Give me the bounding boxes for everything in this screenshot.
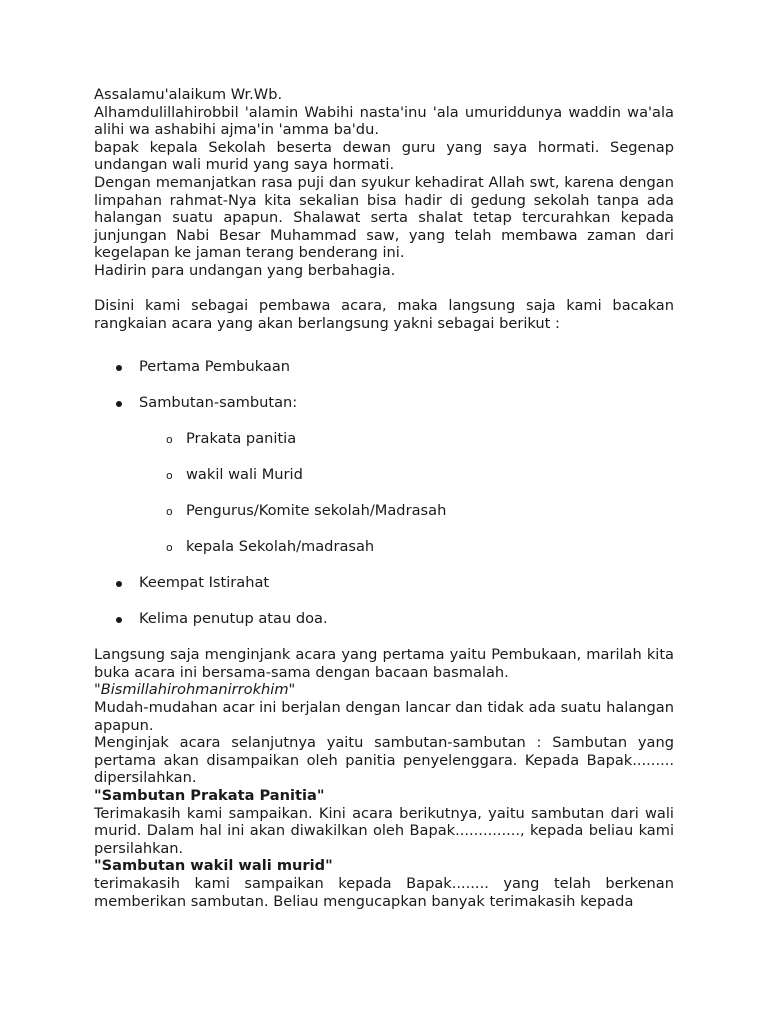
bullet-icon bbox=[116, 365, 122, 371]
greeting: Assalamu'alaikum Wr.Wb. bbox=[94, 86, 283, 103]
circle-bullet-icon: o bbox=[166, 433, 173, 447]
gratitude-paragraph: Dengan memanjatkan rasa puji dan syukur kehadirat Allah swt, karena dengan limpahan rahmat-Nya kita sekalian bisa hadir di gedung sekolah tanpa ada halangan suatu apapun. Shalawat serta shalat tetap tercurahkan kepada junjungan Nabi Besar Muhammad saw, yang telah membawa zaman dari kegelapan ke jaman terang benderang ini. bbox=[94, 173, 674, 262]
circle-bullet-icon: o bbox=[166, 541, 173, 555]
agenda-subitem bbox=[139, 502, 674, 520]
agenda-subitem-label: Pengurus/Komite sekolah/Madrasah bbox=[186, 502, 447, 520]
agenda-sublist bbox=[139, 430, 674, 556]
agenda-subitem-label: kepala Sekolah/madrasah bbox=[186, 538, 375, 556]
agenda-subitem-label: Prakata panitia bbox=[186, 430, 297, 448]
agenda-item bbox=[94, 358, 674, 376]
circle-bullet-icon: o bbox=[166, 469, 173, 483]
closing-paragraph: terimakasih kami sampaikan kepada Bapak........ yang telah berkenan memberikan sambutan. Beliau mengucapkan banyak terimakasih kepada bbox=[94, 874, 674, 910]
bullet-icon bbox=[116, 617, 122, 623]
agenda-item bbox=[94, 574, 674, 592]
circle-bullet-icon: o bbox=[166, 505, 173, 519]
thanks-paragraph: Terimakasih kami sampaikan. Kini acara berikutnya, yaitu sambutan dari wali murid. Dalam hal ini akan diwakilkan oleh Bapak.............., kepada beliau kami persilahkan. bbox=[94, 804, 674, 857]
agenda-subitem bbox=[139, 430, 674, 448]
opening-prayer: Alhamdulillahirobbil 'alamin Wabihi nasta'inu 'ala umuriddunya waddin wa'ala alihi wa ashabihi ajma'in 'amma ba'du. bbox=[94, 103, 674, 139]
section-heading-committee: "Sambutan Prakata Panitia" bbox=[94, 786, 325, 804]
agenda-item-label: Sambutan-sambutan: bbox=[139, 394, 298, 412]
audience-greeting: Hadirin para undangan yang berbahagia. bbox=[94, 261, 396, 279]
agenda-item-label: Pertama Pembukaan bbox=[139, 358, 291, 376]
agenda-intro: Disini kami sebagai pembawa acara, maka langsung saja kami bacakan rangkaian acara yang akan berlangsung yakni sebagai berikut : bbox=[94, 297, 674, 332]
agenda-subitem bbox=[139, 538, 674, 556]
basmalah-quote: "Bismillahirohmanirrokhim" bbox=[94, 681, 296, 699]
agenda-item bbox=[94, 394, 674, 556]
agenda-subitem bbox=[139, 466, 674, 484]
agenda-list bbox=[94, 358, 674, 627]
speech-announcement: Menginjak acara selanjutnya yaitu sambutan-sambutan : Sambutan yang pertama akan disampaikan oleh panitia penyelenggara. Kepada Bapak......... dipersilahkan. bbox=[94, 734, 674, 787]
agenda-subitem-label: wakil wali Murid bbox=[186, 466, 303, 484]
section-heading-parent: "Sambutan wakil wali murid" bbox=[94, 857, 333, 875]
opening-announcement: Langsung saja menginjank acara yang pertama yaitu Pembukaan, marilah kita buka acara ini bersama-sama dengan bacaan basmalah. bbox=[94, 646, 674, 681]
agenda-item-label: Keempat Istirahat bbox=[139, 574, 270, 592]
hope-paragraph: Mudah-mudahan acar ini berjalan dengan lancar dan tidak ada suatu halangan apapun. bbox=[94, 698, 674, 734]
bullet-icon bbox=[116, 401, 122, 407]
respect-paragraph: bapak kepala Sekolah beserta dewan guru yang saya hormati. Segenap undangan wali murid yang saya hormati. bbox=[94, 138, 674, 174]
agenda-item bbox=[94, 610, 674, 628]
agenda-item-label: Kelima penutup atau doa. bbox=[139, 610, 328, 628]
bullet-icon bbox=[116, 581, 122, 587]
